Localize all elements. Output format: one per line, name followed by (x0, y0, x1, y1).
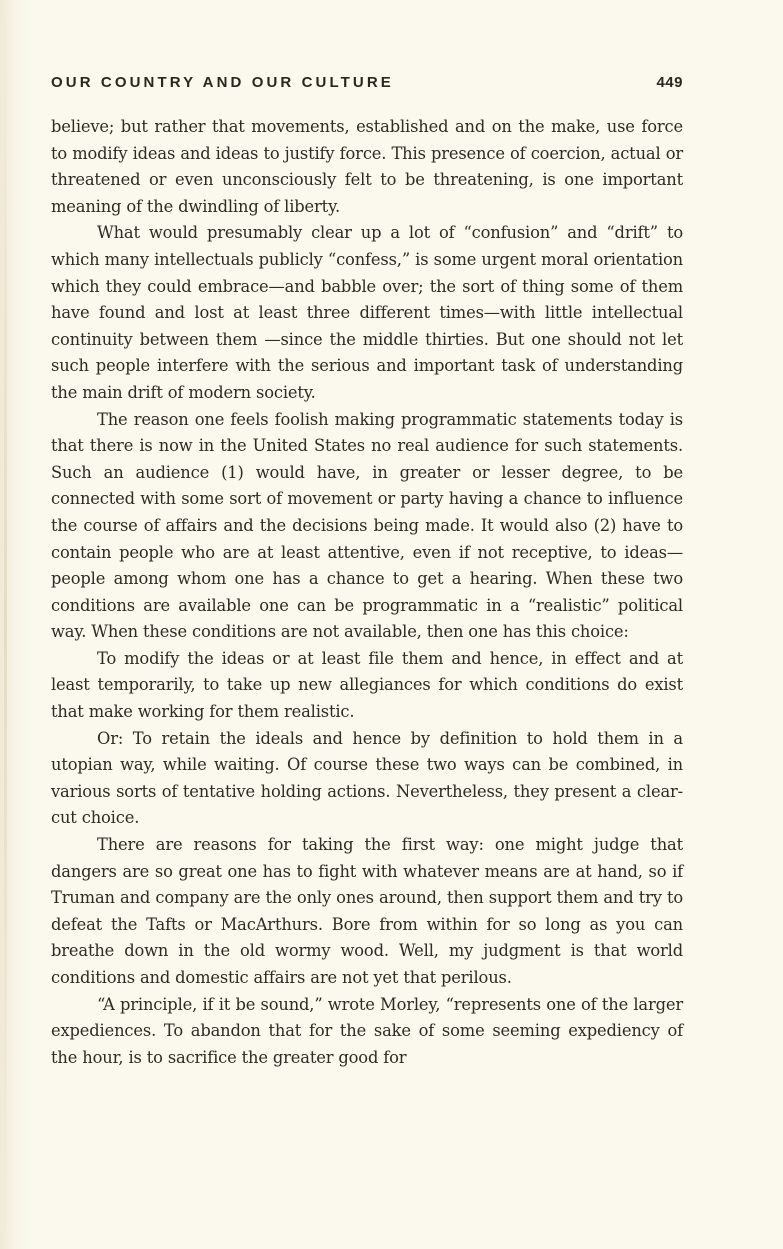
paragraph: Or: To retain the ideals and hence by definition to hold them in a utopian way, while waiting. Of course these two ways can be combined, in various sorts of tentative holding actions. Nevertheless, they present a clear-cut choice. (51, 728, 683, 828)
body-text (51, 114, 683, 1071)
paragraph: What would presumably clear up a lot of “confusion” and “drift” to which many intellectuals publicly “confess,” is some urgent moral orientation which they could embrace—and babble over; the sort of thing some of them have found and lost at least three different times—with little intellectual continuity between them —since the middle thirties. But one should not let such people interfere with the serious and important task of understanding the main drift of modern society. (51, 223, 683, 402)
running-head (51, 74, 683, 96)
paragraph: The reason one feels foolish making programmatic statements today is that there is now in the United States no real audience for such statements. Such an audience (1) would have, in greater or lesser degree, to be connected with some sort of movement or party having a chance to influence the course of affairs and the decisions being made. It would also (2) have to contain people who are at least attentive, even if not receptive, to ideas—people among whom one has a chance to get a hearing. When these two conditions are available one can be programmatic in a “realistic” political way. When these conditions are not available, then one has this choice: (51, 409, 683, 642)
running-title: OUR COUNTRY AND OUR CULTURE (51, 74, 394, 91)
paragraph: “A principle, if it be sound,” wrote Morley, “represents one of the larger expediences. To abandon that for the sake of some seeming expediency of the hour, is to sacrifice the greater good for (51, 994, 683, 1067)
page-number: 449 (656, 74, 683, 91)
paragraph: To modify the ideas or at least file them and hence, in effect and at least temporarily, to take up new allegiances for which conditions do exist that make working for them realistic. (51, 648, 683, 722)
paragraph: There are reasons for taking the first way: one might judge that dangers are so great one has to fight with whatever means are at hand, so if Truman and company are the only ones around, then support them and try to defeat the Tafts or MacArthurs. Bore from within for so long as you can breathe down in the old wormy wood. Well, my judgment is that world conditions and domestic affairs are not yet that perilous. (51, 835, 683, 987)
paragraph-continued: believe; but rather that movements, established and on the make, use force to modify ideas and ideas to justify force. This presence of coercion, actual or threatened or even unconsciously felt to be threatening, is one important meaning of the dwindling of liberty. (51, 117, 683, 216)
binding-gutter (4, 0, 7, 1249)
